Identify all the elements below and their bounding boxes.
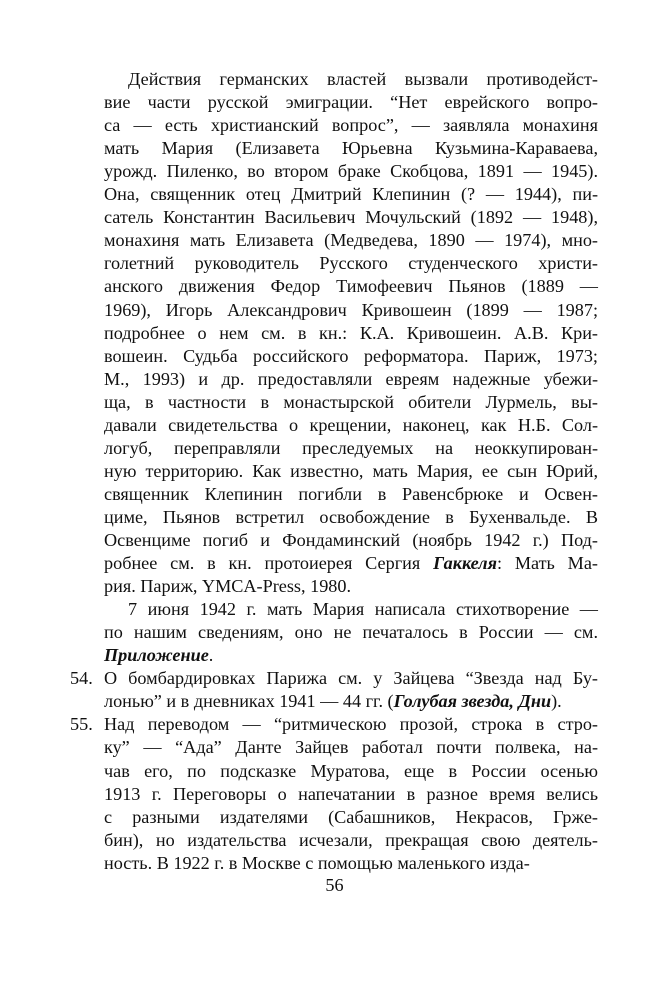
text-line: ку” — “Ада” Данте Зайцев работал почти полвека, на- (104, 737, 598, 757)
text-line: монахиня мать Елизавета (Медведева, 1890 — 1974), мно- (104, 230, 598, 250)
text-line: ность. В 1922 г. в Москве с помощью маленького изда- (104, 853, 530, 873)
text-line: 1969), Игорь Александрович Кривошеин (1899 — 1987; (104, 300, 598, 320)
text-line: Приложение. (104, 645, 214, 665)
page-number: 56 (325, 875, 344, 895)
text-line: сатель Константин Васильевич Мочульский (1892 — 1948), (104, 207, 598, 227)
text-line: лонью” и в дневниках 1941 — 44 гг. (Голубая звезда, Дни). (104, 691, 562, 711)
text-line: вие части русской эмиграции. “Нет еврейского вопро- (104, 92, 598, 112)
text-line: с разными издателями (Сабашников, Некрасов, Грже- (104, 807, 598, 827)
emphasis-text: Гаккеля (433, 553, 497, 573)
text-line: священник Клепинин погибли в Равенсбрюке и Освен- (104, 484, 598, 504)
text-line: 7 июня 1942 г. мать Мария написала стихотворение — (128, 599, 598, 619)
text-line: 1913 г. Переговоры о напечатании в разное время велись (104, 784, 598, 804)
text-line: рия. Париж, YMCA-Press, 1980. (104, 576, 352, 596)
text-line: чав его, по подсказке Муратова, еще в России осенью (104, 761, 598, 781)
emphasis-text: Приложение (104, 645, 209, 665)
text-line: вошеин. Судьба российского реформатора. Париж, 1973; (104, 346, 598, 366)
text-line: О бомбардировках Парижа см. у Зайцева “Звезда над Бу- (104, 668, 598, 688)
text-line: мать Мария (Елизавета Юрьевна Кузьмина-Караваева, (104, 138, 598, 158)
text-line: Она, священник отец Дмитрий Клепинин (? — 1944), пи- (104, 184, 598, 204)
text-line: бин), но издательства исчезали, прекращая свою деятель- (104, 830, 598, 850)
text-line: давали свидетельства о крещении, наконец, как Н.Б. Сол- (104, 415, 598, 435)
footnote-number: 54. (70, 668, 93, 688)
text-line: по нашим сведениям, оно не печаталось в России — см. (104, 622, 598, 642)
emphasis-text: Голубая звезда, Дни (393, 691, 552, 711)
text-line: логуб, переправляли преследуемых на неоккупирован- (104, 438, 598, 458)
text-line: робнее см. в кн. протоиерея Сергия Гаккеля: Мать Ма- (104, 553, 598, 573)
footnote-number: 55. (70, 714, 93, 734)
text-line: Над переводом — “ритмическою прозой, строка в стро- (104, 714, 598, 734)
text-line: Освенциме погиб и Фондаминский (ноябрь 1942 г.) Под- (104, 530, 598, 550)
text-line: урожд. Пиленко, во втором браке Скобцова, 1891 — 1945). (104, 161, 598, 181)
text-line: голетний руководитель Русского студенческого христи- (104, 253, 598, 273)
text-line: циме, Пьянов встретил освобождение в Бухенвальде. В (104, 507, 598, 527)
text-line: анского движения Федор Тимофеевич Пьянов (1889 — (104, 276, 598, 296)
text-line: ща, в частности в монастырской обители Лурмель, вы- (104, 392, 598, 412)
text-line: Действия германских властей вызвали противодейст- (128, 69, 598, 89)
text-line: са — есть христианский вопрос”, — заявляла монахиня (104, 115, 598, 135)
text-line: М., 1993) и др. предоставляли евреям надежные убежи- (104, 369, 598, 389)
text-line: подробнее о нем см. в кн.: К.А. Кривошеин. А.В. Кри- (104, 323, 598, 343)
text-line: ную территорию. Как известно, мать Мария, ее сын Юрий, (104, 461, 598, 481)
